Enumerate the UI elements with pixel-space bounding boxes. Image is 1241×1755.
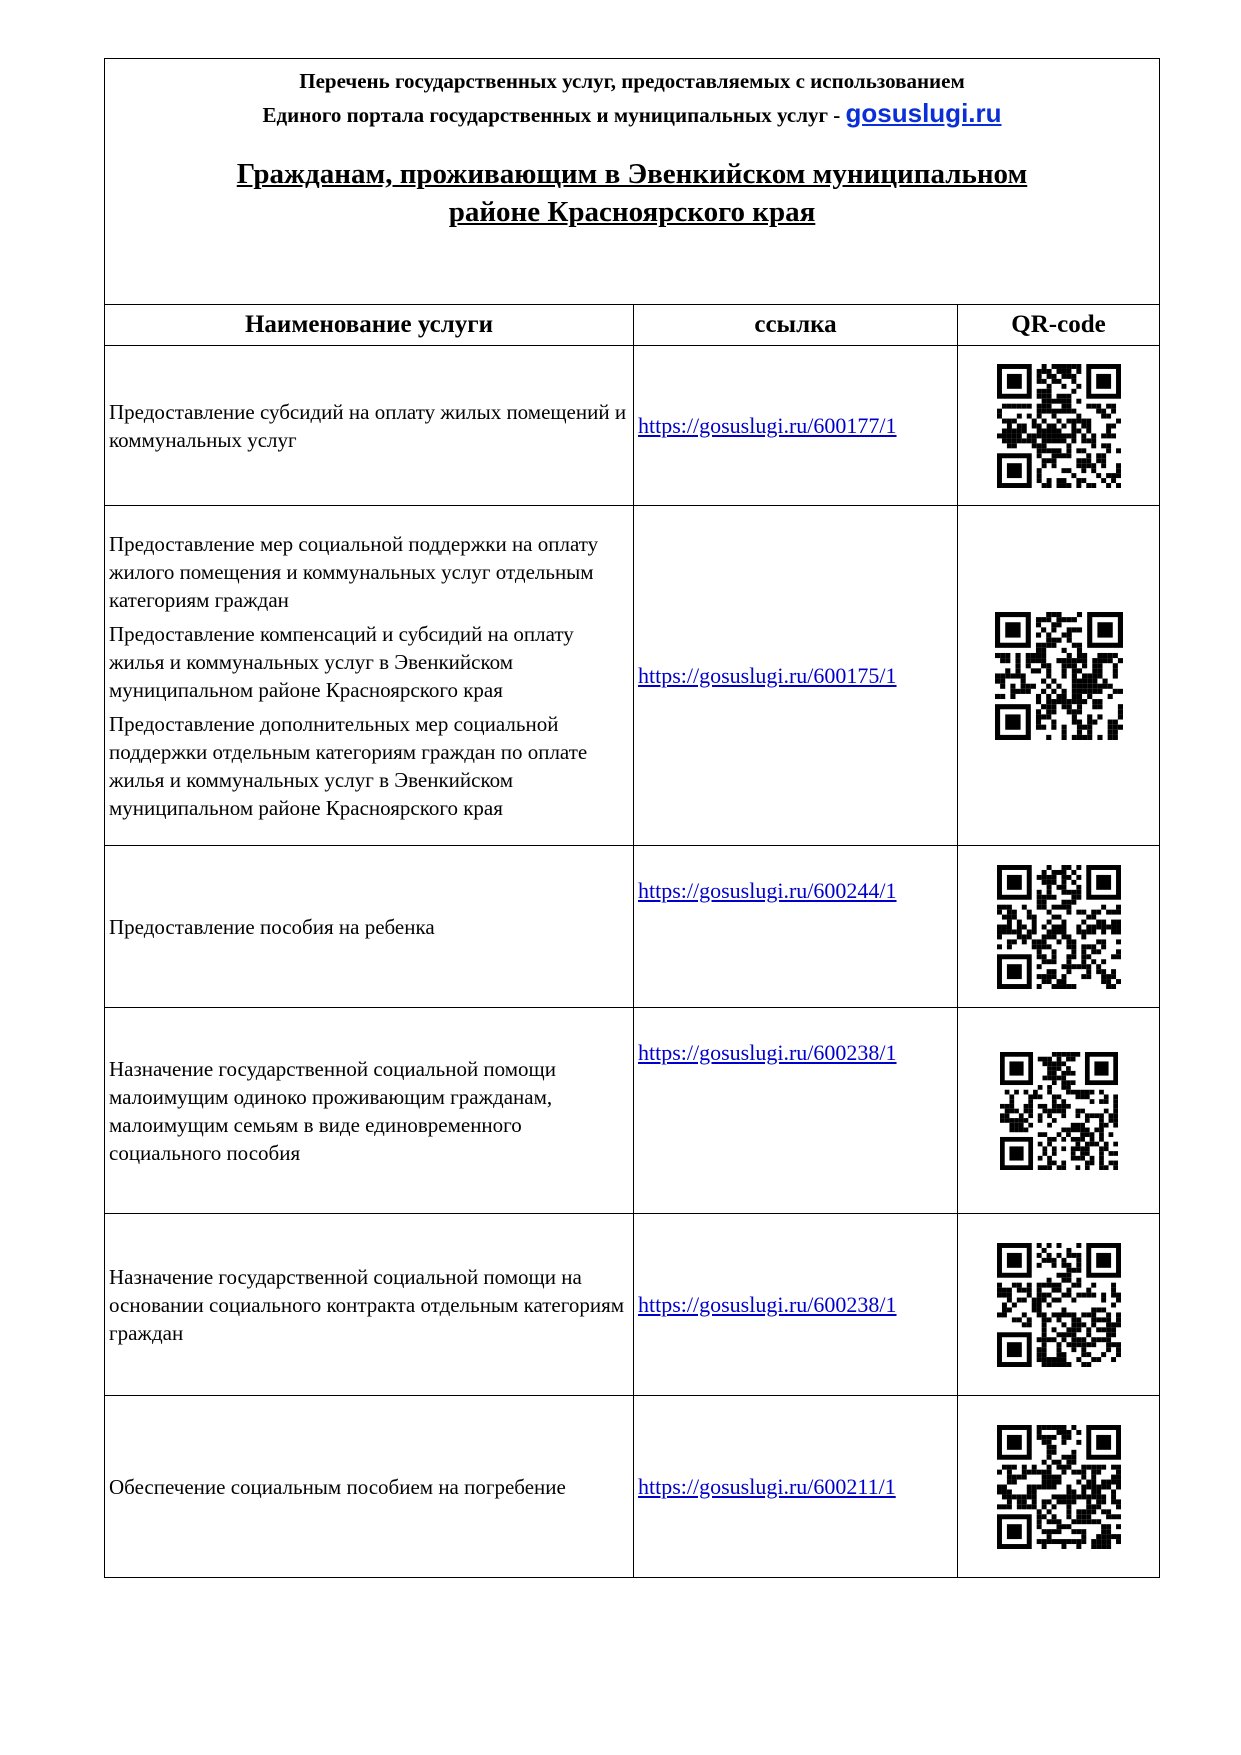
table-row: [105, 846, 1160, 1008]
page-subtitle: [105, 155, 1159, 231]
service-link[interactable]: https://gosuslugi.ru/600177/1: [638, 412, 897, 438]
qr-code-icon: [1000, 1052, 1118, 1170]
service-name-cell: [105, 506, 634, 846]
column-header-qr: QR-code: [958, 305, 1160, 346]
service-name-cell: [105, 1396, 634, 1578]
link-cell: [634, 1008, 958, 1214]
qr-cell: [958, 1214, 1160, 1396]
link-cell: [634, 846, 958, 1008]
link-cell: [634, 506, 958, 846]
table-row: [105, 1008, 1160, 1214]
intro-text: [105, 59, 1159, 131]
qr-cell: [958, 346, 1160, 506]
service-link[interactable]: https://gosuslugi.ru/600238/1: [638, 1291, 897, 1317]
service-name-cell: [105, 846, 634, 1008]
qr-cell: [958, 1008, 1160, 1214]
qr-code-icon: [995, 612, 1123, 740]
document-page: [104, 58, 1159, 1578]
service-name-cell: [105, 346, 634, 506]
service-link[interactable]: https://gosuslugi.ru/600244/1: [638, 878, 897, 903]
qr-code-icon: [997, 1243, 1121, 1367]
service-name: Предоставление мер социальной поддержки на оплату жилого помещения и коммунальных услуг отдельным категориям граждан: [109, 531, 599, 612]
qr-code-icon: [997, 364, 1121, 488]
qr-cell: [958, 846, 1160, 1008]
table-row: [105, 1214, 1160, 1396]
header-row: [105, 59, 1160, 305]
service-link[interactable]: https://gosuslugi.ru/600175/1: [638, 662, 897, 688]
column-header-service: Наименование услуги: [105, 305, 634, 346]
service-link[interactable]: https://gosuslugi.ru/600238/1: [638, 1040, 897, 1065]
service-name: Обеспечение социальным пособием на погребение: [109, 1474, 566, 1499]
column-header-link: ссылка: [634, 305, 958, 346]
service-name-cell: [105, 1214, 634, 1396]
subtitle-line-2: районе Красноярского края: [448, 196, 816, 228]
qr-cell: [958, 1396, 1160, 1578]
qr-code-icon: [997, 1425, 1121, 1549]
link-cell: [634, 1396, 958, 1578]
table-row: [105, 346, 1160, 506]
intro-line-1: Перечень государственных услуг, предоставляемых с использованием: [299, 69, 965, 93]
table-row: [105, 506, 1160, 846]
service-name: Предоставление субсидий на оплату жилых помещений и коммунальных услуг: [109, 399, 627, 452]
table-row: [105, 1396, 1160, 1578]
portal-link[interactable]: gosuslugi.ru: [845, 98, 1002, 128]
intro-line-2: Единого портала государственных и муниципальных услуг -: [262, 103, 841, 127]
service-name-cell: [105, 1008, 634, 1214]
service-name: Назначение государственной социальной помощи малоимущим одиноко проживающим гражданам, малоимущим семьям в виде единовременного социального пособия: [109, 1056, 556, 1165]
subtitle-line-1: Гражданам, проживающим в Эвенкийском муниципальном: [236, 158, 1028, 190]
service-name: Предоставление дополнительных мер социальной поддержки отдельным категориям граждан по оплате жилья и коммунальных услуг в Эвенкийском муниципальном районе Красноярского края: [109, 711, 588, 820]
service-name: Предоставление компенсаций и субсидий на оплату жилья и коммунальных услуг в Эвенкийском муниципальном районе Красноярского края: [109, 621, 574, 702]
link-cell: [634, 1214, 958, 1396]
link-cell: [634, 346, 958, 506]
services-table: [104, 58, 1160, 1578]
service-link[interactable]: https://gosuslugi.ru/600211/1: [638, 1473, 896, 1499]
service-name: Назначение государственной социальной помощи на основании социального контракта отдельным категориям граждан: [109, 1264, 625, 1345]
column-headers: [105, 305, 1160, 346]
service-name: Предоставление пособия на ребенка: [109, 914, 435, 939]
qr-cell: [958, 506, 1160, 846]
document-header: [105, 59, 1160, 305]
qr-code-icon: [997, 865, 1121, 989]
